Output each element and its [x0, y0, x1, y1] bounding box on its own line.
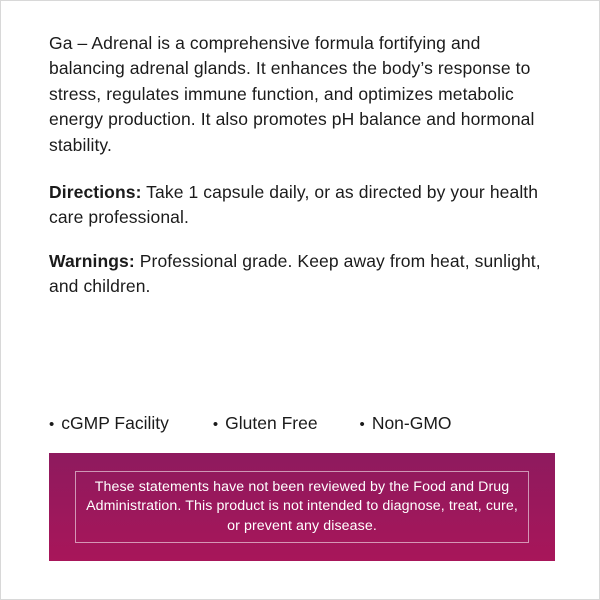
fda-disclaimer-text: These statements have not been reviewed by the Food and Drug Administration. This product is not intended to diagnose, treat, cure, or prevent any disease. — [86, 478, 518, 534]
fda-disclaimer-frame — [75, 471, 529, 543]
warnings-paragraph — [49, 249, 555, 300]
badge-label: cGMP Facility — [61, 413, 169, 433]
text-content — [49, 31, 555, 319]
bullet-icon: • — [212, 416, 219, 433]
directions-paragraph — [49, 180, 555, 231]
badge-label: Gluten Free — [225, 413, 318, 433]
directions-label: Directions: — [49, 181, 142, 202]
directions-text: Take 1 capsule daily, or as directed by your health care professional. — [49, 181, 539, 228]
bullet-icon: • — [359, 416, 365, 433]
badge-non-gmo — [360, 413, 452, 434]
certification-badge-row — [49, 413, 555, 434]
warnings-text: Professional grade. Keep away from heat, sunlight, and children. — [49, 250, 541, 296]
badge-label: Non-GMO — [371, 413, 452, 433]
warnings-label: Warnings: — [49, 250, 135, 271]
product-description: Ga – Adrenal is a comprehensive formula fortifying and balancing adrenal glands. It enhances the body’s response to stress, regulates immune function, and optimizes metabolic energy production. It also promotes pH balance and hormonal stability. — [49, 33, 535, 155]
fda-disclaimer-banner — [49, 453, 555, 561]
badge-cgmp-facility — [49, 413, 169, 434]
badge-gluten-free — [213, 413, 318, 434]
bullet-icon: • — [49, 416, 55, 433]
